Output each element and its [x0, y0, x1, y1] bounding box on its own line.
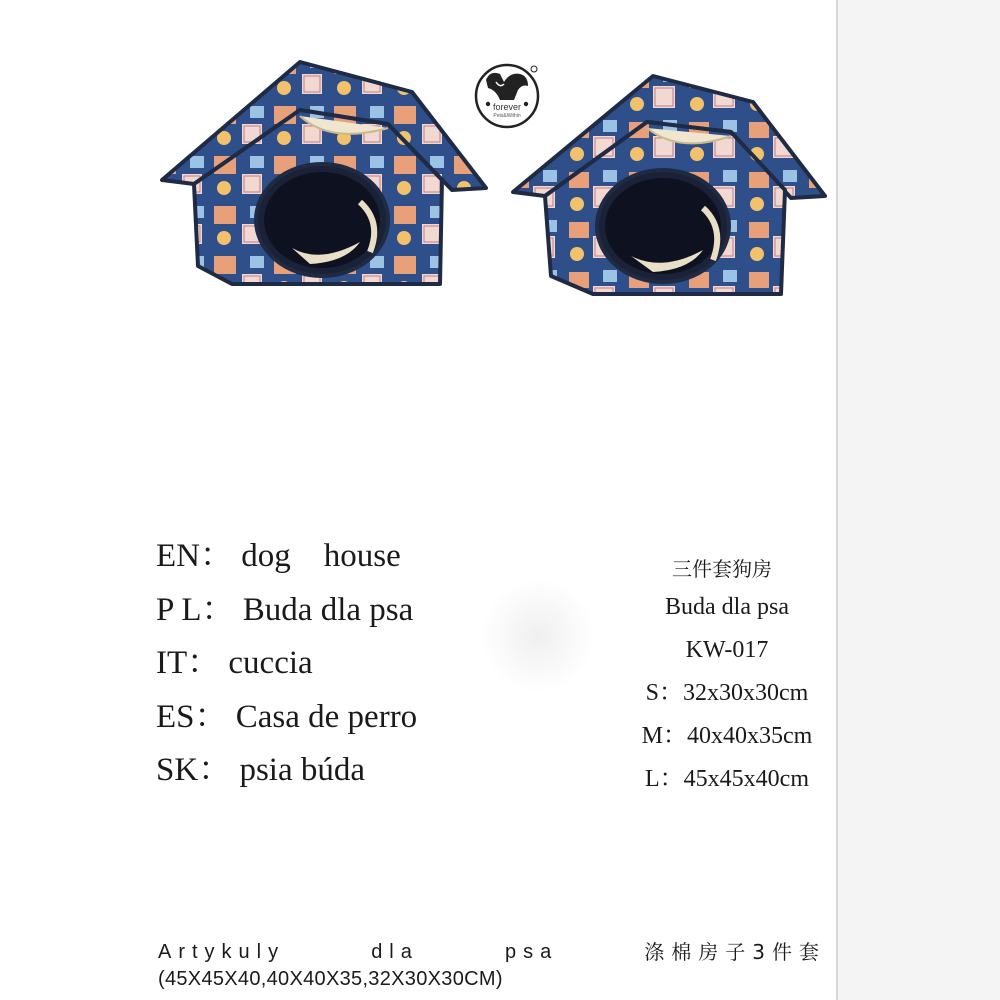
footer-caption — [158, 938, 826, 992]
footer-word: dla — [371, 941, 419, 963]
product-spec — [612, 552, 842, 801]
translation-row-it: IT： cuccia — [156, 645, 313, 681]
translation-row-pl: P L： Buda dla psa — [156, 591, 414, 628]
footer-dimensions: (45X45X40,40X40X35,32X30X30CM) — [158, 968, 503, 990]
background-smudge — [482, 580, 594, 692]
translation-row-en: EN： dog house — [156, 538, 401, 574]
translation-list — [156, 532, 516, 800]
size-row-m: M：40x40x35cm — [641, 723, 813, 749]
footer-word: Artykuly — [158, 941, 286, 963]
footer-word: psa — [504, 941, 559, 963]
right-margin — [836, 0, 1000, 1000]
product-chinese-name: 三件套狗房 — [672, 557, 772, 581]
brand-tagline: Pets&Within — [493, 113, 521, 119]
footer-chinese: 涤棉房子3件套 — [644, 940, 826, 964]
footer-title — [158, 938, 826, 966]
product-name: Buda dla psa — [665, 594, 789, 620]
dog-house-image — [503, 66, 833, 301]
translation-row-es: ES： Casa de perro — [156, 698, 418, 735]
product-code: KW-017 — [685, 637, 769, 663]
dog-house-image — [150, 52, 495, 297]
size-row-l: L：45x45x40cm — [645, 766, 809, 792]
size-row-s: S：32x30x30cm — [645, 680, 809, 706]
brand-name: forever — [492, 102, 521, 112]
translation-row-sk: SK： psia búda — [156, 752, 365, 788]
